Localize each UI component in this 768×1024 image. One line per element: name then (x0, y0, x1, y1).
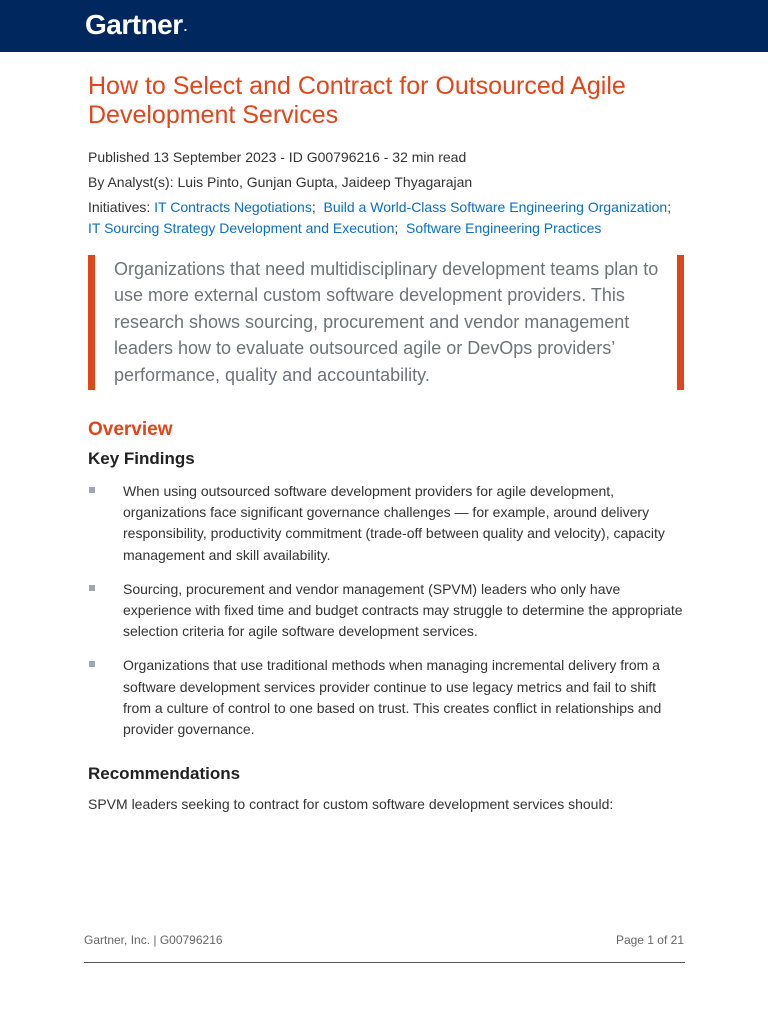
square-bullet-icon (89, 661, 95, 667)
footer-company-id: Gartner, Inc. | G00796216 (84, 933, 223, 947)
summary-text: Organizations that need multidisciplinary development teams plan to use more external custom software development providers. This research shows sourcing, procurement and vendor management leaders how to evaluate outsourced agile or DevOps providers’ performance, quality and accountability. (114, 259, 659, 385)
overview-heading: Overview (88, 419, 173, 441)
footer-divider (84, 962, 685, 963)
finding-text: Organizations that use traditional methods when managing incremental delivery from a software development services provider continue to use legacy metrics and fail to shift from a culture of control to one based on trust. This creates conflict in relationships and provider governance. (123, 657, 662, 738)
logo-text: Gartner (85, 9, 183, 40)
analysts-info: By Analyst(s): Luis Pinto, Gunjan Gupta, Jaideep Thyagarajan (88, 174, 473, 190)
initiative-link-it-contracts[interactable]: IT Contracts Negotiations (154, 199, 312, 215)
recommendations-heading: Recommendations (88, 764, 241, 784)
list-item (88, 481, 684, 566)
document-title: How to Select and Contract for Outsourced Agile Development Services (88, 72, 626, 129)
initiative-link-software-engineering-practices[interactable]: Software Engineering Practices (406, 220, 602, 236)
square-bullet-icon (89, 585, 95, 591)
header-bar (0, 0, 768, 52)
initiatives-label: Initiatives: (88, 199, 151, 215)
key-findings-list (88, 481, 684, 740)
footer-page-number: Page 1 of 21 (615, 933, 684, 947)
initiatives: Initiatives: IT Contracts Negotiations; Build a World-Class Software Engineering Organization; IT Sourcing Strategy Development and Execution; Software Engineering Practices (88, 199, 676, 236)
document-body (88, 72, 684, 815)
list-item (88, 579, 684, 643)
list-item (88, 655, 684, 740)
published-info: Published 13 September 2023 - ID G00796216 - 32 min read (88, 149, 467, 165)
summary-callout (88, 255, 684, 390)
finding-text: When using outsourced software development providers for agile development, organizations face significant governance challenges — for example, around delivery responsibility, productivity commitment (trade-off between quality and velocity), capacity management and skill availability. (123, 483, 665, 563)
square-bullet-icon (89, 487, 95, 493)
initiative-link-it-sourcing[interactable]: IT Sourcing Strategy Development and Execution (88, 220, 395, 236)
gartner-logo[interactable] (85, 9, 187, 41)
recommendations-intro: SPVM leaders seeking to contract for custom software development services should: (88, 796, 614, 813)
finding-text: Sourcing, procurement and vendor management (SPVM) leaders who only have experience with fixed time and budget contracts may struggle to determine the appropriate selection criteria for agile software development services. (123, 580, 683, 640)
logo-registered-dot: . (183, 19, 187, 34)
key-findings-heading: Key Findings (88, 449, 195, 469)
initiative-link-software-engineering-org[interactable]: Build a World-Class Software Engineering Organization (323, 199, 668, 215)
